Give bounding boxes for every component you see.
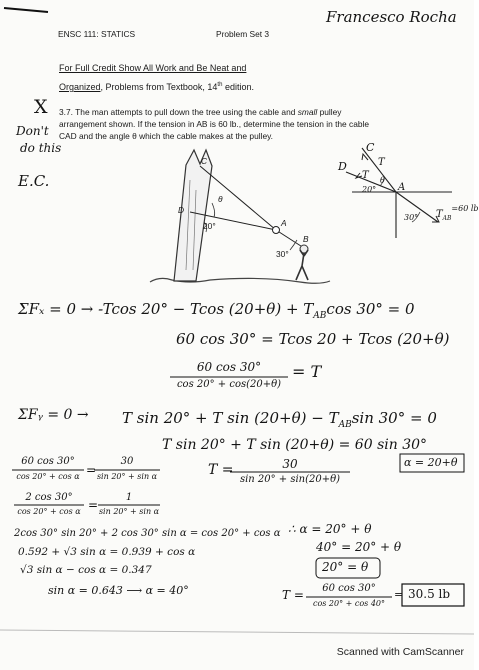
label-30deg: 30°	[276, 249, 289, 259]
final-answer: 30.5 lb	[408, 587, 451, 601]
t-final-num: 60 cos 30°	[322, 583, 376, 594]
problem-line-1: 3.7. The man attempts to pull down the tree using the cable and small pulley	[59, 107, 342, 117]
l1-den-b: sin 20° + sin α	[96, 472, 158, 481]
problem-set-label: Problem Set 3	[216, 29, 270, 39]
r1-equation: ∴ α = 20° + θ	[288, 522, 372, 536]
fx-rearranged: 60 cos 30° = Tcos 20 + Tcos (20+θ)	[176, 330, 450, 348]
label-theta: θ	[218, 194, 223, 204]
l6-equation: sin α = 0.643 ⟶ α = 40°	[48, 584, 189, 597]
problem-line-3: CAD and the angle θ which the cable makes at the pulley.	[59, 131, 273, 141]
fbd-label-d: D	[338, 160, 347, 173]
l2-den-a: cos 20° + cos α	[17, 507, 81, 516]
student-name: Francesco Rocha	[326, 8, 457, 26]
l3-equation: 2cos 30° sin 20° + 2 cos 30° sin α = cos 20° + cos α	[14, 528, 281, 539]
r2-equation: 40° = 20° + θ	[316, 540, 402, 554]
l1-eq: =	[86, 463, 97, 477]
instructions-line-1: For Full Credit Show All Work and Be Neat and	[59, 63, 247, 73]
l1-num-b: 30	[120, 456, 134, 467]
scanner-watermark: Scanned with CamScanner	[336, 646, 464, 658]
label-d: D	[178, 205, 185, 215]
frac1-eq: = T	[292, 362, 322, 381]
fbd-label-c: C	[366, 141, 375, 154]
instructions-line-2: Organized, Problems from Textbook, 14th edition.	[59, 82, 254, 92]
label-b: B	[303, 234, 309, 244]
course-label: ENSC 111: STATICS	[58, 29, 136, 39]
fbd-label-tab: $T_{AB}^{=60 lb}$	[436, 204, 479, 222]
fy-rearranged: T sin 20° + T sin (20+θ) = 60 sin 30°	[162, 437, 428, 453]
note-do-this: do this	[20, 141, 62, 155]
frac1-num: 60 cos 30°	[196, 360, 262, 374]
l2-eq: =	[88, 498, 99, 512]
sum-fy-equation: T sin 20° + T $\sin (20+\theta) - T_{AB}\sin$ 30° = 0	[122, 409, 437, 430]
theta-result: 20° = θ	[322, 560, 369, 574]
label-a: A	[281, 218, 287, 228]
l4-equation: 0.592 + √3 sin α = 0.939 + cos α	[18, 546, 196, 558]
l2-num-a: 2 cos 30°	[25, 492, 73, 503]
frac2-num: 30	[282, 457, 298, 471]
note-ec: E.C.	[18, 172, 50, 190]
sum-fy-label: ΣFᵧ = 0 →	[18, 407, 89, 423]
alpha-definition: α = 20+θ	[404, 456, 458, 469]
fbd-label-t1: T	[362, 170, 369, 181]
frac1-den: cos 20° + cos(20+θ)	[176, 379, 282, 390]
t-final-den: cos 20° + cos 40°	[312, 599, 386, 608]
t-final-eq: =	[394, 588, 404, 601]
label-20deg: 20°	[203, 221, 216, 231]
t-final-lhs: T =	[282, 588, 304, 602]
t-equals: T =	[208, 462, 234, 478]
l1-num-a: 60 cos 30°	[21, 456, 75, 467]
problem-line-2: arrangement shown. If the tension in AB is 60 lb., determine the tension in the cable	[59, 119, 370, 129]
fbd-label-t2: T	[378, 157, 385, 168]
l5-equation: √3 sin α − cos α = 0.347	[20, 564, 152, 576]
l2-num-b: 1	[125, 492, 133, 503]
fbd-label-30: 30°	[404, 213, 419, 222]
fbd-label-20: 20°	[362, 185, 377, 194]
cross-mark: X	[34, 96, 48, 118]
sum-fx-equation: ΣFₓ = 0 → -Tcos 20° − Tcos $(20+\theta) + T_{AB}\cos$ 30° = 0	[18, 300, 415, 321]
fbd-label-theta: θ	[380, 176, 385, 185]
fbd-label-a: A	[398, 182, 406, 193]
note-dont: Don't	[16, 124, 49, 138]
l1-den-a: cos 20° + cos α	[16, 472, 80, 481]
l2-den-b: sin 20° + sin α	[98, 507, 160, 516]
label-c: C	[201, 156, 208, 166]
frac2-den: sin 20° + sin(20+θ)	[239, 474, 341, 485]
